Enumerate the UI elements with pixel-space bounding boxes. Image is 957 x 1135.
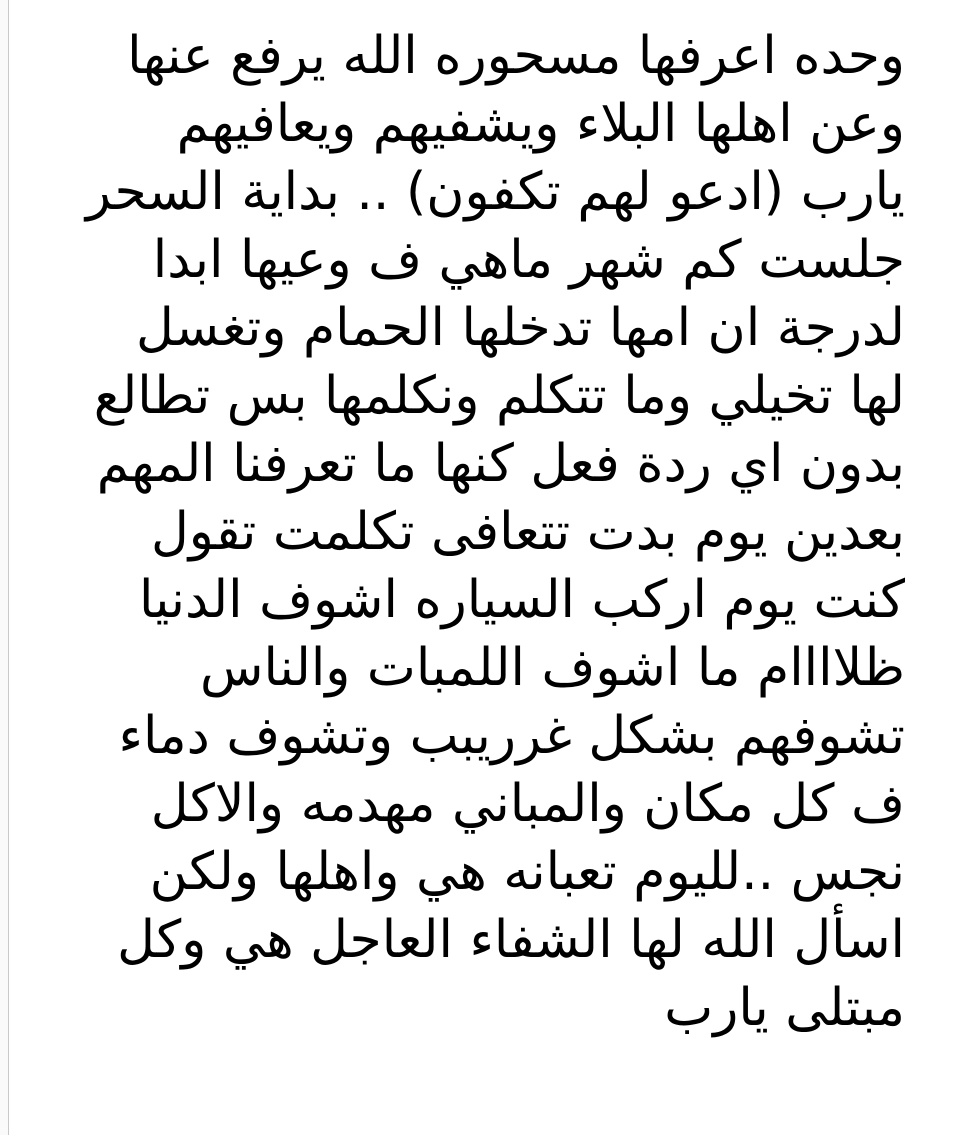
text-line-5: لدرجة ان امها تدخلها الحمام وتغسل xyxy=(135,298,905,358)
text-line-1: وحده اعرفها مسحوره الله يرفع عنها xyxy=(127,26,905,86)
text-line-8: بعدين يوم بدت تتعافى تكلمت تقول xyxy=(150,502,905,562)
post-text-body xyxy=(45,22,905,1042)
text-line-3: يارب (ادعو لهم تكفون) .. بداية السحر xyxy=(85,162,905,222)
text-line-2: وعن اهلها البلاء ويشفيهم ويعافيهم xyxy=(176,94,905,154)
text-line-6: لها تخيلي وما تتكلم ونكلمها بس تطالع xyxy=(93,366,905,426)
text-line-9: كنت يوم اركب السياره اشوف الدنيا xyxy=(138,570,905,630)
text-line-14: اسأل الله لها الشفاء العاجل هي وكل xyxy=(117,910,905,970)
text-line-4: جلست كم شهر ماهي ف وعيها ابدا xyxy=(152,230,905,290)
text-line-15: مبتلى يارب xyxy=(664,978,905,1038)
left-edge-divider xyxy=(0,0,9,1135)
text-line-10: ظلاااام ما اشوف اللمبات والناس xyxy=(199,638,905,698)
text-line-13: نجس ..لليوم تعبانه هي واهلها ولكن xyxy=(149,842,905,902)
text-line-11: تشوفهم بشكل غرريبب وتشوف دماء xyxy=(118,706,905,766)
text-line-12: ف كل مكان والمباني مهدمه والاكل xyxy=(150,774,905,834)
text-line-7: بدون اي ردة فعل كنها ما تعرفنا المهم xyxy=(96,434,905,494)
